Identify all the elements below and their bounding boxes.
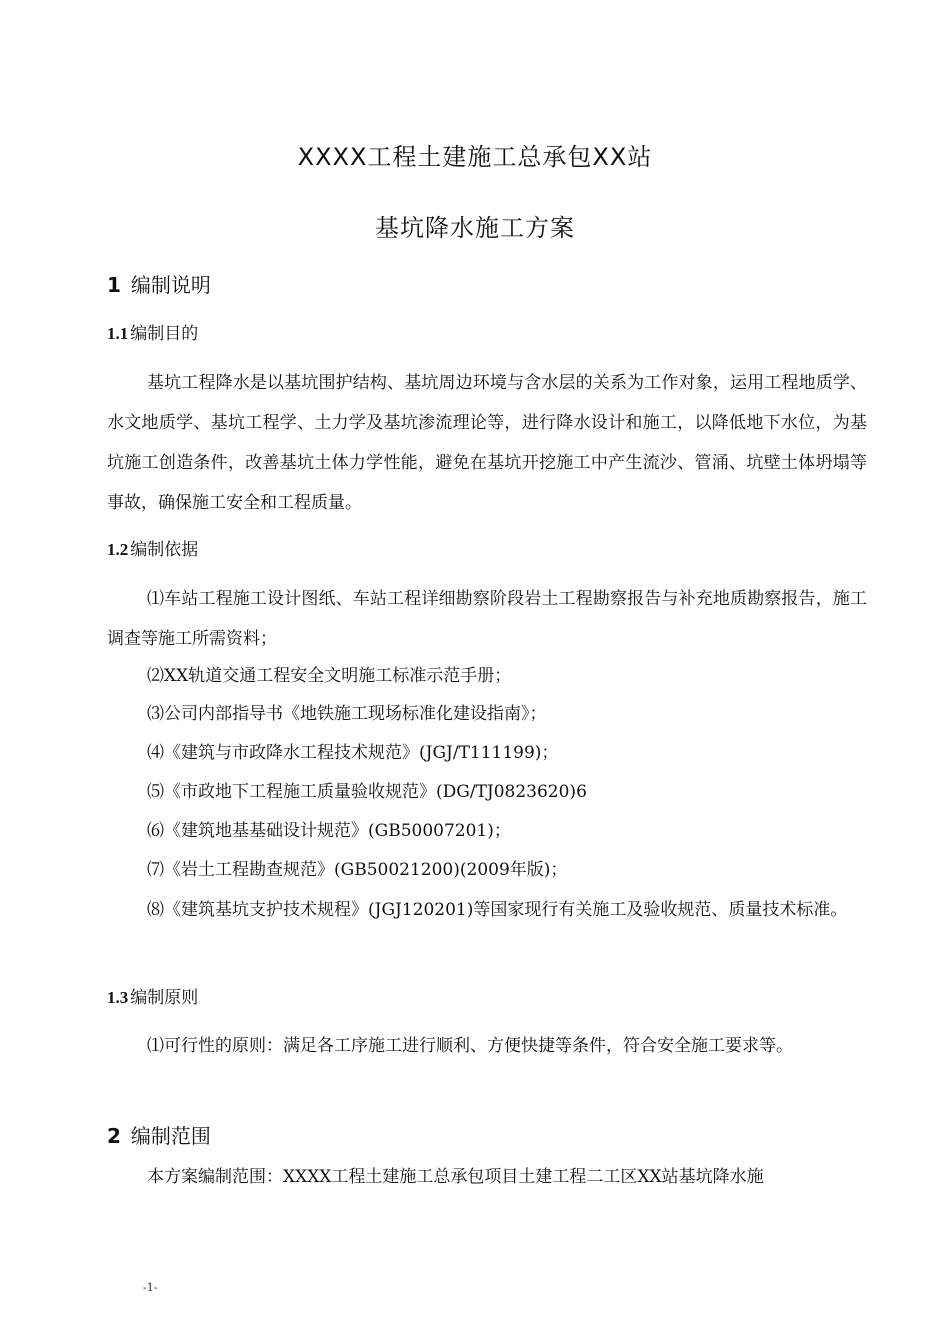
purpose-paragraph: 基坑工程降水是以基坑围护结构、基坑周边环境与含水层的关系为工作对象，运用工程地质学、水文地质学、基坑工程学、土力学及基坑渗流理论等，进行降水设计和施工，以降低地下水位，为基坑施工创造条件，改善基坑土体力学性能，避免在基坑开挖施工中产生流沙、管涌、坑壁土体坍塌等事故，确保施工安全和工程质量。 (107, 373, 867, 513)
subsection-title: 编制原则 (130, 988, 199, 1008)
section-heading-1 (107, 269, 211, 298)
section-title: 编制说明 (130, 273, 211, 297)
page-number: -1- (143, 1281, 158, 1294)
section-heading-2 (107, 1120, 211, 1149)
subsection-number: 1.2 (107, 540, 129, 559)
basis-item: ⑷《建筑与市政降水工程技术规范》(JGJ/T111199)； (147, 743, 559, 763)
section-number: 2 (107, 1124, 121, 1148)
section-number: 1 (107, 273, 121, 297)
subsection-heading-1-2 (107, 535, 198, 560)
basis-item: ⑸《市政地下工程施工质量验收规范》(DG/TJ0823620)6 (147, 782, 587, 802)
basis-item: ⑻《建筑基坑支护技术规程》(JGJ120201)等国家现行有关施工及验收规范、质量技术标准。 (147, 900, 848, 920)
section-title: 编制范围 (130, 1124, 211, 1148)
subsection-number: 1.3 (107, 988, 129, 1007)
subsection-title: 编制目的 (130, 324, 199, 344)
document-title-line1: XXXX工程土建施工总承包XX站 (297, 143, 653, 171)
subsection-heading-1-3 (107, 983, 198, 1008)
basis-item: ⑵XX轨道交通工程安全文明施工标准示范手册； (147, 666, 512, 686)
basis-item: ⑹《建筑地基基础设计规范》(GB50007201)； (147, 821, 511, 841)
document-title-line2: 基坑降水施工方案 (375, 214, 575, 242)
principle-paragraph: ⑴可行性的原则：满足各工序施工进行顺利、方便快捷等条件，符合安全施工要求等。 (147, 1036, 793, 1056)
basis-item: ⑴车站工程施工设计图纸、车站工程详细勘察阶段岩土工程勘察报告与补充地质勘察报告，施工调查等施工所需资料； (107, 589, 867, 649)
basis-item: ⑶公司内部指导书《地铁施工现场标准化建设指南》； (147, 704, 547, 724)
basis-item: ⑺《岩土工程勘查规范》(GB50021200)(2009年版)； (147, 860, 568, 880)
scope-paragraph: 本方案编制范围：XXXX工程土建施工总承包项目土建工程二工区XX站基坑降水施 (147, 1167, 764, 1187)
subsection-number: 1.1 (107, 324, 129, 343)
subsection-title: 编制依据 (130, 540, 199, 560)
subsection-heading-1-1 (107, 319, 198, 344)
